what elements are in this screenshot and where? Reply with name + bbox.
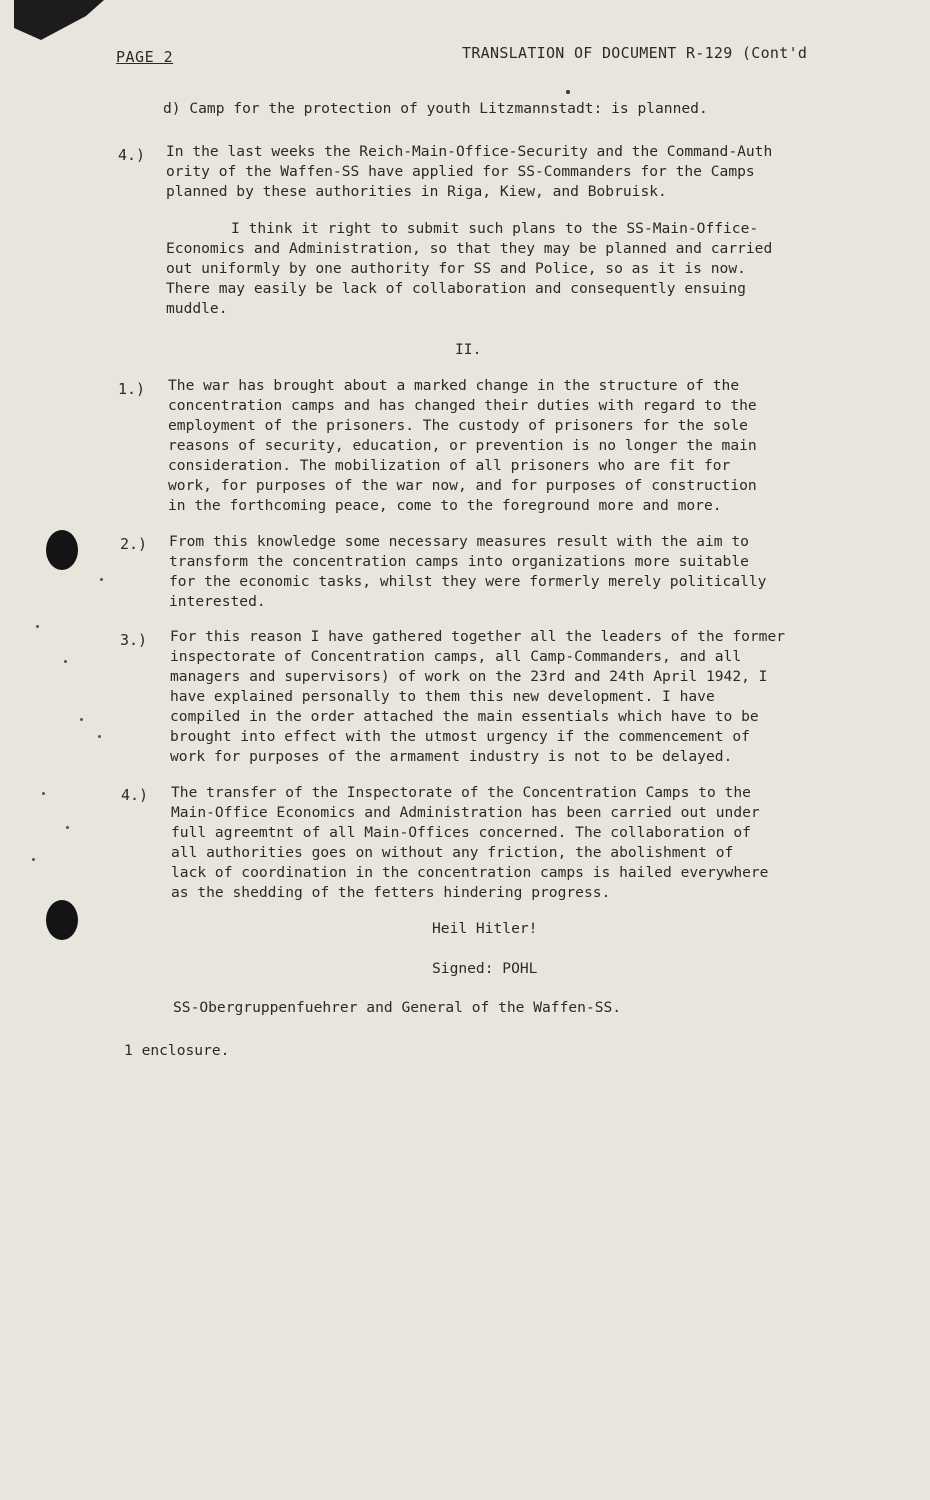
item-3-line: brought into effect with the utmost urgency if the commencement of bbox=[170, 728, 750, 745]
item-4-ii-line: Main-Office Economics and Administration has been carried out under bbox=[171, 804, 760, 821]
item-2-line: transform the concentration camps into organizations more suitable bbox=[169, 553, 749, 570]
ink-dot bbox=[566, 90, 570, 94]
speck bbox=[100, 578, 103, 581]
corner-ink-mark bbox=[14, 0, 104, 40]
item-4-ii-line: all authorities goes on without any friction, the abolishment of bbox=[171, 844, 734, 861]
item-4-ii-line: The transfer of the Inspectorate of the Concentration Camps to the bbox=[171, 784, 751, 801]
item-number: 4.) bbox=[121, 786, 149, 804]
item-2-line: interested. bbox=[169, 593, 266, 610]
punch-hole-lower bbox=[46, 900, 78, 940]
item-4-para2-line: There may easily be lack of collaboration and consequently ensuing bbox=[166, 280, 746, 297]
speck bbox=[66, 826, 69, 829]
speck bbox=[32, 858, 35, 861]
item-3-line: inspectorate of Concentration camps, all Camp-Commanders, and all bbox=[170, 648, 742, 665]
item-1-line: concentration camps and has changed their duties with regard to the bbox=[168, 397, 757, 414]
item-2-line: From this knowledge some necessary measures result with the aim to bbox=[169, 533, 749, 550]
item-number: 3.) bbox=[120, 631, 148, 649]
item-4-line: planned by these authorities in Riga, Kiew, and Bobruisk. bbox=[166, 183, 667, 200]
section-heading: II. bbox=[455, 341, 482, 358]
item-4-para2-line: I think it right to submit such plans to the SS-Main-Office- bbox=[231, 220, 759, 237]
item-3-line: compiled in the order attached the main essentials which have to be bbox=[170, 708, 759, 725]
document-title: TRANSLATION OF DOCUMENT R-129 (Cont'd bbox=[462, 44, 808, 62]
item-number: 4.) bbox=[118, 146, 146, 164]
speck bbox=[36, 625, 39, 628]
item-3-line: have explained personally to them this new development. I have bbox=[170, 688, 715, 705]
speck bbox=[64, 660, 67, 663]
item-1-line: in the forthcoming peace, come to the foreground more and more. bbox=[168, 497, 722, 514]
item-d-text: d) Camp for the protection of youth Litzmannstadt: is planned. bbox=[163, 100, 708, 117]
item-1-line: The war has brought about a marked change in the structure of the bbox=[168, 377, 740, 394]
item-1-line: work, for purposes of the war now, and for purposes of construction bbox=[168, 477, 757, 494]
item-4-para2-line: Economics and Administration, so that they may be planned and carried bbox=[166, 240, 773, 257]
item-3-line: For this reason I have gathered together all the leaders of the former bbox=[170, 628, 786, 645]
signature-line: Signed: POHL bbox=[432, 960, 538, 977]
item-1-line: employment of the prisoners. The custody of prisoners for the sole bbox=[168, 417, 748, 434]
item-number: 1.) bbox=[118, 380, 146, 398]
item-4-ii-line: as the shedding of the fetters hindering progress. bbox=[171, 884, 611, 901]
item-3-line: managers and supervisors) of work on the 23rd and 24th April 1942, I bbox=[170, 668, 768, 685]
item-4-line: In the last weeks the Reich-Main-Office-Security and the Command-Auth bbox=[166, 143, 773, 160]
enclosure-note: 1 enclosure. bbox=[124, 1042, 230, 1059]
item-4-para2-line: out uniformly by one authority for SS and Police, so as it is now. bbox=[166, 260, 746, 277]
punch-hole-upper bbox=[46, 530, 78, 570]
item-number: 2.) bbox=[120, 535, 148, 553]
signer-rank: SS-Obergruppenfuehrer and General of the Waffen-SS. bbox=[173, 999, 622, 1016]
page-label: PAGE 2 bbox=[116, 48, 174, 66]
speck bbox=[80, 718, 83, 721]
item-1-line: consideration. The mobilization of all prisoners who are fit for bbox=[168, 457, 731, 474]
item-1-line: reasons of security, education, or prevention is no longer the main bbox=[168, 437, 757, 454]
item-3-line: work for purposes of the armament industry is not to be delayed. bbox=[170, 748, 733, 765]
item-4-line: ority of the Waffen-SS have applied for SS-Commanders for the Camps bbox=[166, 163, 755, 180]
speck bbox=[98, 735, 101, 738]
item-4-ii-line: full agreemtnt of all Main-Offices concerned. The collaboration of bbox=[171, 824, 751, 841]
item-4-para2-line: muddle. bbox=[166, 300, 228, 317]
item-4-ii-line: lack of coordination in the concentration camps is hailed everywhere bbox=[171, 864, 769, 881]
salutation: Heil Hitler! bbox=[432, 920, 538, 937]
speck bbox=[42, 792, 45, 795]
item-2-line: for the economic tasks, whilst they were formerly merely politically bbox=[169, 573, 767, 590]
